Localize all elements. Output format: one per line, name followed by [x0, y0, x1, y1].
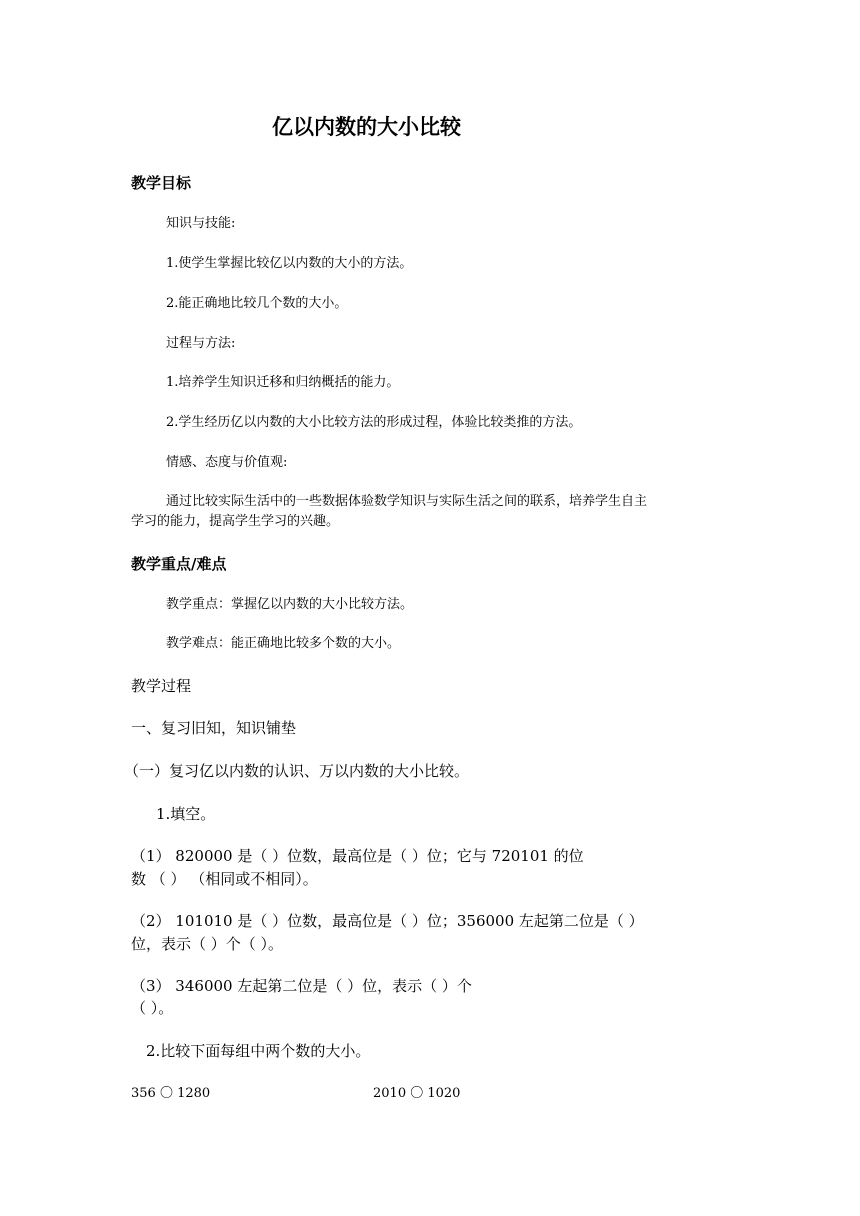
goal-process-2: 2.学生经历亿以内数的大小比较方法的形成过程，体验比较类推的方法。 — [166, 415, 582, 430]
compare-pair-a: 356 〇 1280 — [131, 1086, 211, 1101]
process-part-1: 一、复习旧知，知识铺垫 — [131, 719, 297, 737]
heading-teaching-process: 教学过程 — [131, 677, 192, 695]
heading-teaching-goals: 教学目标 — [131, 174, 192, 192]
question-2-line-1: （2） 101010 是（ ）位数，最高位是（ ）位；356000 左起第二位是（ ） — [131, 912, 644, 930]
question-3-line-1: （3） 346000 左起第二位是（ ）位，表示（ ）个 — [131, 977, 472, 995]
process-subsection-1: （一）复习亿以内数的认识、万以内数的大小比较。 — [124, 762, 470, 780]
document-title: 亿以内数的大小比较 — [272, 115, 461, 139]
goal-knowledge-1: 1.使学生掌握比较亿以内数的大小的方法。 — [166, 256, 413, 271]
label-knowledge-skills: 知识与技能: — [166, 216, 236, 231]
compare-label: 2.比较下面每组中两个数的大小。 — [146, 1042, 371, 1060]
question-3-line-2: （ ）。 — [131, 999, 174, 1017]
difficult-point: 教学难点：能正确地比较多个数的大小。 — [166, 636, 401, 651]
compare-pair-b: 2010 〇 1020 — [373, 1086, 461, 1101]
fill-in-label: 1.填空。 — [156, 805, 216, 823]
goal-knowledge-2: 2.能正确地比较几个数的大小。 — [166, 296, 348, 311]
key-point: 教学重点：掌握亿以内数的大小比较方法。 — [166, 597, 414, 612]
heading-key-points: 教学重点/难点 — [131, 555, 227, 573]
goal-emotion-line-1: 通过比较实际生活中的一些数据体验数学知识与实际生活之间的联系，培养学生自主 — [166, 494, 648, 509]
question-1-line-2: 数 （ ） （相同或不相同）。 — [131, 870, 318, 888]
goal-process-1: 1.培养学生知识迁移和归纳概括的能力。 — [166, 375, 400, 390]
question-2-line-2: 位，表示（ ）个（ ）。 — [131, 935, 284, 953]
label-emotion-values: 情感、态度与价值观: — [166, 455, 288, 470]
goal-emotion-line-2: 学习的能力，提高学生学习的兴趣。 — [131, 514, 340, 529]
question-1-line-1: （1） 820000 是（ ）位数，最高位是（ ）位；它与 720101 的位 — [131, 847, 584, 865]
label-process-method: 过程与方法: — [166, 336, 236, 351]
